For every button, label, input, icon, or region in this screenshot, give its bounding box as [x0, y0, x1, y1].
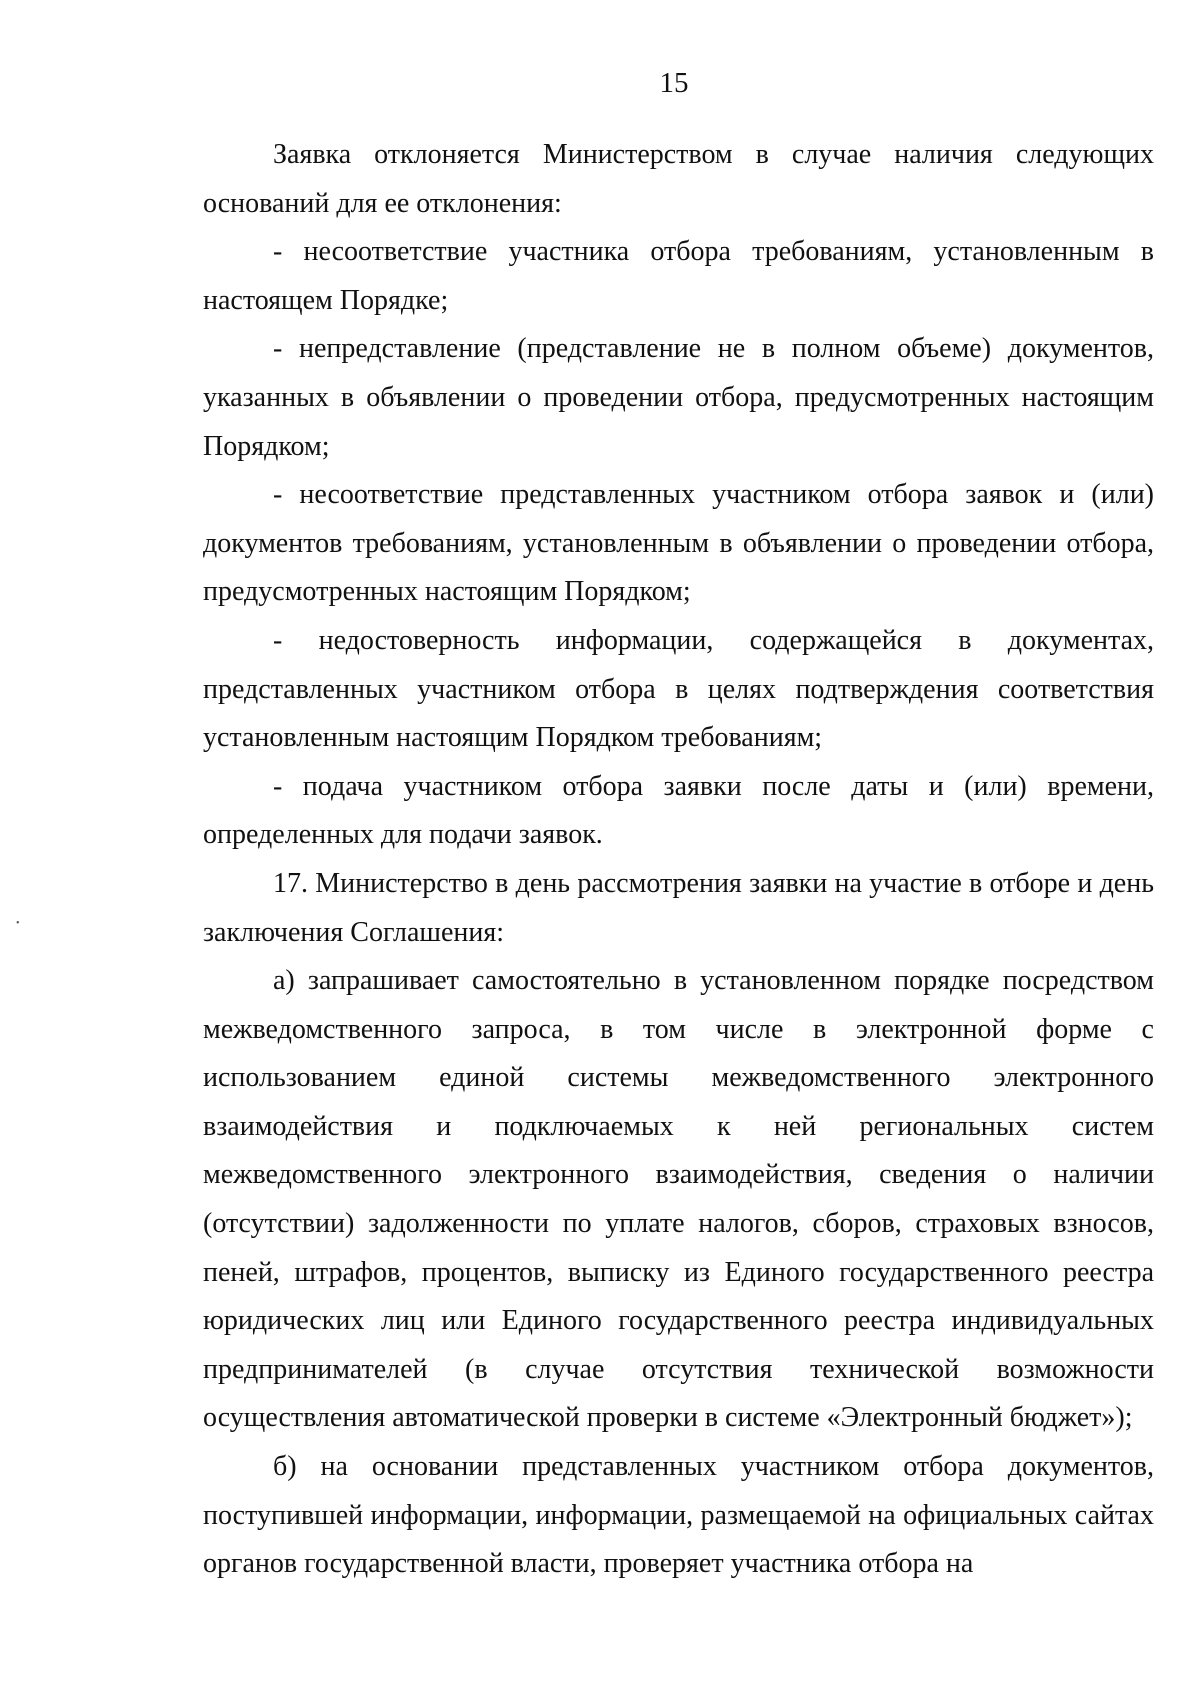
- document-body: [203, 131, 1154, 1589]
- paragraph-rejection-grounds: Заявка отклоняется Министерством в случае наличия следующих оснований для ее отклонения:: [203, 139, 1154, 219]
- paragraph-subclause-a: а) запрашивает самостоятельно в установленном порядке посредством межведомственного запроса, в том числе в электронной форме с использованием единой системы межведомственного электронного взаимодействия и подключаемых к ней региональных систем межведомственного электронного взаимодействия, сведения о наличии (отсутствии) задолженности по уплате налогов, сборов, страховых взносов, пеней, штрафов, процентов, выписку из Единого государственного реестра юридических лиц или Единого государственного реестра индивидуальных предпринимателей (в случае отсутствия технической возможности осуществления автоматической проверки в системе «Электронный бюджет»);: [203, 965, 1154, 1434]
- paragraph-item-noncompliance: - несоответствие участника отбора требованиям, установленным в настоящем Порядке;: [203, 236, 1154, 316]
- paragraph-item-missing-documents: - непредставление (представление не в полном объеме) документов, указанных в объявлении о проведении отбора, предусмотренных настоящим Порядком;: [203, 333, 1154, 462]
- paragraph-subclause-b: б) на основании представленных участником отбора документов, поступившей информации, информации, размещаемой на официальных сайтах органов государственной власти, проверяет участника отбора на: [203, 1451, 1154, 1580]
- paragraph-clause-17: 17. Министерство в день рассмотрения заявки на участие в отборе и день заключения Соглашения:: [203, 867, 1154, 948]
- scan-artifact-mark: •: [16, 918, 20, 929]
- paragraph-item-false-information: - недостоверность информации, содержащейся в документах, представленных участником отбора в целях подтверждения соответствия установленным настоящим Порядком требованиям;: [203, 624, 1154, 754]
- page-number: 15: [659, 67, 689, 99]
- paragraph-item-document-mismatch: - несоответствие представленных участником отбора заявок и (или) документов требованиям, установленным в объявлении о проведении отбора, предусмотренных настоящим Порядком;: [203, 479, 1154, 608]
- paragraph-item-late-submission: - подача участником отбора заявки после даты и (или) времени, определенных для подачи заявок.: [203, 770, 1154, 851]
